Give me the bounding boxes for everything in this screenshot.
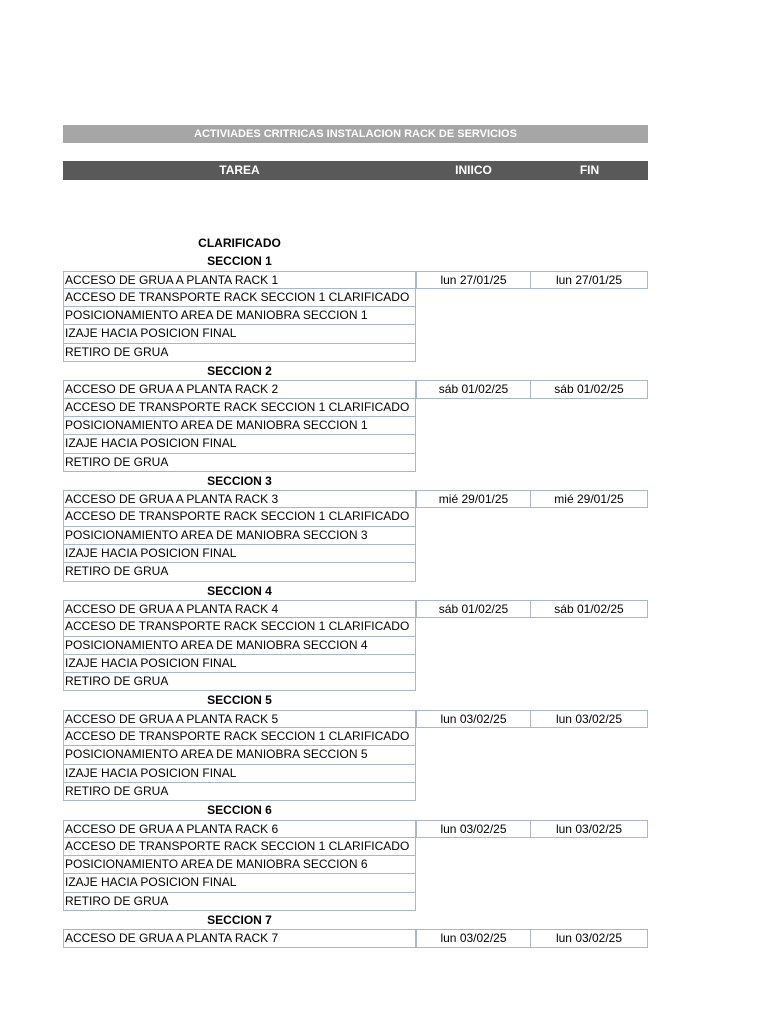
section-label: SECCION 3 xyxy=(207,473,272,488)
end-date-cell: lun 03/02/25 xyxy=(531,820,648,838)
table-row xyxy=(63,856,648,874)
table-row xyxy=(63,765,648,783)
table-row xyxy=(63,783,648,801)
task-cell: RETIRO DE GRUA xyxy=(63,344,416,362)
task-cell: ACCESO DE TRANSPORTE RACK SECCION 1 CLARIFICADO xyxy=(63,618,416,636)
table-row xyxy=(63,929,648,947)
task-cell: RETIRO DE GRUA xyxy=(63,454,416,472)
table-row xyxy=(63,508,648,526)
table-row xyxy=(63,710,648,728)
task-cell: ACCESO DE TRANSPORTE RACK SECCION 1 CLARIFICADO xyxy=(63,838,416,856)
table-row xyxy=(63,820,648,838)
end-date-cell: lun 27/01/25 xyxy=(531,271,648,289)
table-row xyxy=(63,380,648,398)
task-cell: ACCESO DE TRANSPORTE RACK SECCION 1 CLARIFICADO xyxy=(63,289,416,307)
task-cell: ACCESO DE GRUA A PLANTA RACK 3 xyxy=(63,490,416,508)
table-row xyxy=(63,563,648,581)
table-row xyxy=(63,618,648,636)
start-date-cell: mié 29/01/25 xyxy=(416,490,531,508)
start-date-cell: sáb 01/02/25 xyxy=(416,380,531,398)
table-row xyxy=(63,271,648,289)
section-label: SECCION 1 xyxy=(207,254,272,269)
task-cell: RETIRO DE GRUA xyxy=(63,563,416,581)
table-row xyxy=(63,307,648,325)
task-cell: IZAJE HACIA POSICION FINAL xyxy=(63,325,416,343)
column-header-fin: FIN xyxy=(579,163,600,177)
schedule-table xyxy=(63,234,648,948)
end-date-cell: lun 03/02/25 xyxy=(531,929,648,947)
task-cell: ACCESO DE TRANSPORTE RACK SECCION 1 CLARIFICADO xyxy=(63,508,416,526)
start-date-cell: sáb 01/02/25 xyxy=(416,600,531,618)
start-date-cell: lun 03/02/25 xyxy=(416,820,531,838)
table-row xyxy=(63,838,648,856)
task-cell: RETIRO DE GRUA xyxy=(63,783,416,801)
start-date-cell: lun 27/01/25 xyxy=(416,271,531,289)
task-cell: IZAJE HACIA POSICION FINAL xyxy=(63,655,416,673)
section-label: SECCION 5 xyxy=(207,693,272,708)
table-row xyxy=(63,874,648,892)
task-cell: IZAJE HACIA POSICION FINAL xyxy=(63,435,416,453)
task-cell: ACCESO DE GRUA A PLANTA RACK 5 xyxy=(63,710,416,728)
task-cell: IZAJE HACIA POSICION FINAL xyxy=(63,874,416,892)
table-row xyxy=(63,289,648,307)
table-row xyxy=(63,344,648,362)
table-row xyxy=(63,673,648,691)
task-cell: IZAJE HACIA POSICION FINAL xyxy=(63,545,416,563)
table-row xyxy=(63,637,648,655)
task-cell: ACCESO DE GRUA A PLANTA RACK 4 xyxy=(63,600,416,618)
table-row xyxy=(63,325,648,343)
task-cell: POSICIONAMIENTO AREA DE MANIOBRA SECCION 4 xyxy=(63,637,416,655)
table-row xyxy=(63,417,648,435)
table-row xyxy=(63,399,648,417)
task-cell: POSICIONAMIENTO AREA DE MANIOBRA SECCION 6 xyxy=(63,856,416,874)
task-cell: ACCESO DE GRUA A PLANTA RACK 1 xyxy=(63,271,416,289)
end-date-cell: lun 03/02/25 xyxy=(531,710,648,728)
start-date-cell: lun 03/02/25 xyxy=(416,710,531,728)
task-cell: IZAJE HACIA POSICION FINAL xyxy=(63,765,416,783)
task-cell: POSICIONAMIENTO AREA DE MANIOBRA SECCION 3 xyxy=(63,527,416,545)
table-row xyxy=(63,545,648,563)
task-cell: POSICIONAMIENTO AREA DE MANIOBRA SECCION 5 xyxy=(63,746,416,764)
end-date-cell: sáb 01/02/25 xyxy=(531,380,648,398)
task-cell: ACCESO DE GRUA A PLANTA RACK 6 xyxy=(63,820,416,838)
section-label: SECCION 6 xyxy=(207,803,272,818)
table-row xyxy=(63,490,648,508)
task-cell: RETIRO DE GRUA xyxy=(63,893,416,911)
section-label: SECCION 2 xyxy=(207,364,272,379)
table-row xyxy=(63,893,648,911)
task-cell: POSICIONAMIENTO AREA DE MANIOBRA SECCION 1 xyxy=(63,417,416,435)
table-header xyxy=(63,161,648,180)
table-row xyxy=(63,746,648,764)
table-row xyxy=(63,435,648,453)
task-cell: ACCESO DE TRANSPORTE RACK SECCION 1 CLARIFICADO xyxy=(63,728,416,746)
task-cell: ACCESO DE TRANSPORTE RACK SECCION 1 CLARIFICADO xyxy=(63,399,416,417)
table-row xyxy=(63,600,648,618)
document-title: ACTIVIADES CRITRICAS INSTALACION RACK DE SERVICIOS xyxy=(63,125,648,143)
task-cell: POSICIONAMIENTO AREA DE MANIOBRA SECCION 1 xyxy=(63,307,416,325)
table-row xyxy=(63,655,648,673)
column-header-inicio: INIICO xyxy=(455,163,492,177)
start-date-cell: lun 03/02/25 xyxy=(416,929,531,947)
table-row xyxy=(63,728,648,746)
column-header-tarea: TAREA xyxy=(219,163,260,177)
table-row xyxy=(63,527,648,545)
task-cell: ACCESO DE GRUA A PLANTA RACK 7 xyxy=(63,929,416,947)
section-label: SECCION 4 xyxy=(207,583,272,598)
group-label: CLARIFICADO xyxy=(198,236,281,250)
section-label: SECCION 7 xyxy=(207,912,272,927)
end-date-cell: sáb 01/02/25 xyxy=(531,600,648,618)
task-cell: RETIRO DE GRUA xyxy=(63,673,416,691)
end-date-cell: mié 29/01/25 xyxy=(531,490,648,508)
task-cell: ACCESO DE GRUA A PLANTA RACK 2 xyxy=(63,380,416,398)
table-row xyxy=(63,454,648,472)
